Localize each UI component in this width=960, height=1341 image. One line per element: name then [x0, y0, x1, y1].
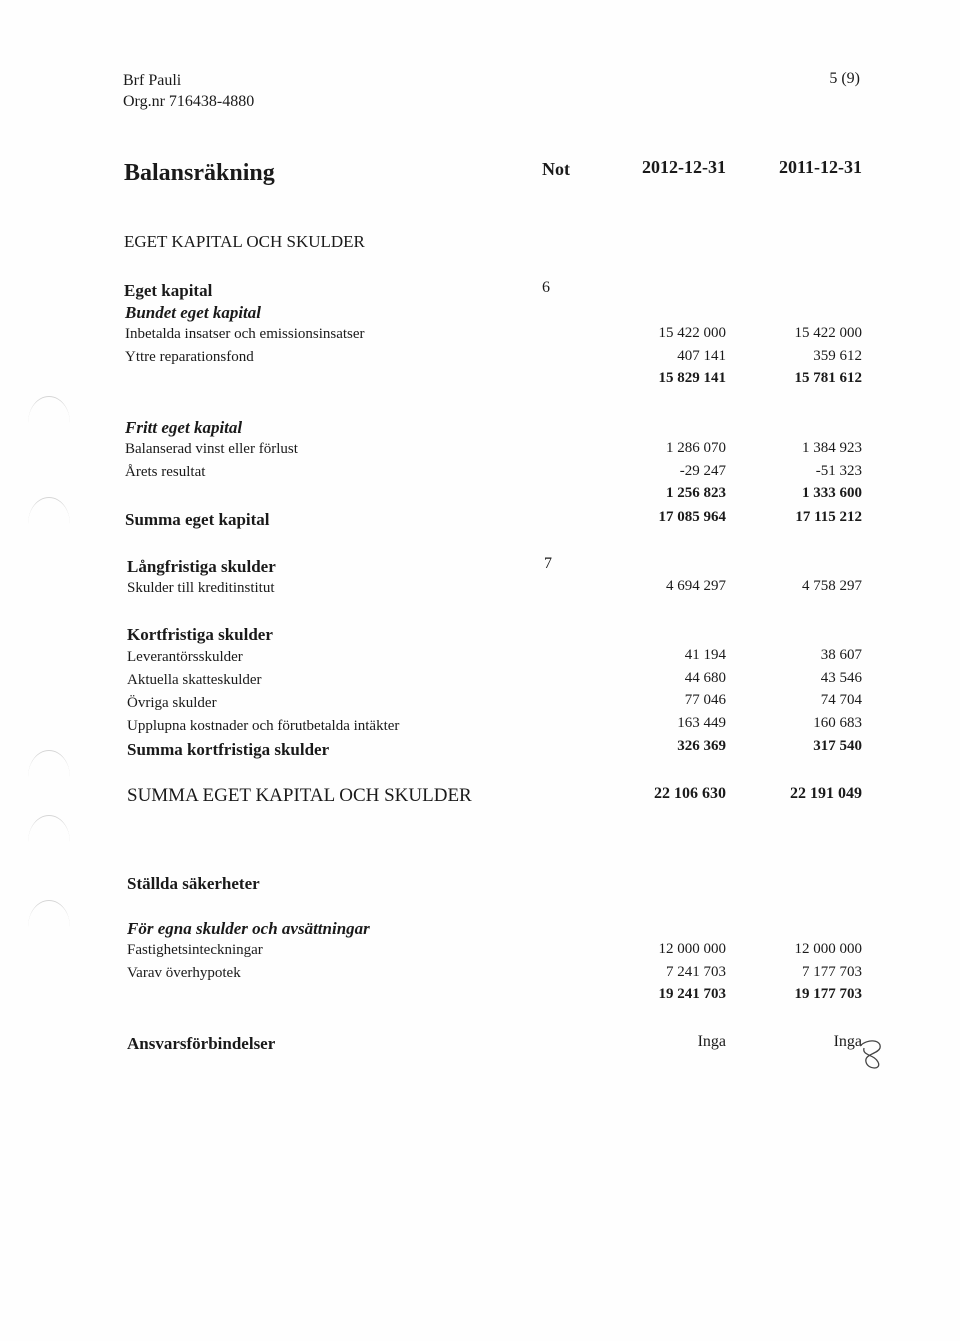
bundet-heading: Bundet eget kapital: [125, 303, 261, 322]
subtotal-2012: 19 241 703: [658, 986, 726, 1002]
row-label: Yttre reparationsfond: [125, 349, 254, 365]
subtotal-2011: 15 781 612: [794, 370, 862, 386]
row-label: Leverantörsskulder: [127, 649, 243, 665]
summa-2012: 326 369: [677, 738, 726, 754]
eget-kapital-heading: Eget kapital: [124, 281, 213, 300]
col-header-not: Not: [542, 159, 570, 179]
note-ref: 6: [542, 279, 550, 296]
col-header-2012: 2012-12-31: [642, 157, 726, 177]
value-2012: 44 680: [684, 670, 726, 686]
binder-hole: [28, 750, 70, 777]
value-2012: 12 000 000: [658, 941, 726, 957]
value-2011: 359 612: [813, 348, 862, 364]
summa-2011: 17 115 212: [795, 509, 862, 525]
ansvar-2011: Inga: [833, 1033, 862, 1050]
value-2012: 41 194: [684, 647, 726, 663]
total-label: SUMMA EGET KAPITAL OCH SKULDER: [127, 785, 472, 806]
row-label: Varav överhypotek: [127, 965, 241, 981]
value-2012: 77 046: [684, 692, 726, 708]
ansvar-label: Ansvarsförbindelser: [127, 1034, 276, 1053]
value-2012: 4 694 297: [666, 578, 726, 594]
value-2012: -29 247: [679, 463, 726, 479]
row-label: Upplupna kostnader och förutbetalda intäkter: [127, 718, 400, 734]
fritt-heading: Fritt eget kapital: [125, 418, 243, 437]
signature-mark: [856, 1036, 890, 1076]
value-2011: 160 683: [813, 715, 862, 731]
row-label: Balanserad vinst eller förlust: [125, 441, 298, 457]
ansvar-2012: Inga: [697, 1033, 726, 1050]
row-label: Fastighetsinteckningar: [127, 942, 263, 958]
total-2012: 22 106 630: [654, 785, 726, 802]
note-ref: 7: [544, 555, 552, 572]
binder-hole: [28, 900, 70, 927]
kortfristiga-heading: Kortfristiga skulder: [127, 625, 273, 644]
value-2011: 74 704: [820, 692, 862, 708]
binder-hole: [28, 815, 70, 842]
value-2011: 12 000 000: [794, 941, 862, 957]
value-2011: 1 384 923: [802, 440, 862, 456]
value-2011: 7 177 703: [802, 964, 862, 980]
subtotal-2011: 19 177 703: [794, 986, 862, 1002]
summa-2011: 317 540: [813, 738, 862, 754]
value-2011: 38 607: [820, 647, 862, 663]
total-2011: 22 191 049: [790, 785, 862, 802]
stallda-heading: Ställda säkerheter: [127, 874, 260, 893]
value-2011: 43 546: [820, 670, 862, 686]
org-number: Org.nr 716438-4880: [123, 93, 255, 110]
summa-2012: 17 085 964: [658, 509, 726, 525]
value-2012: 163 449: [677, 715, 726, 731]
page-title: Balansräkning: [124, 160, 275, 186]
value-2012: 7 241 703: [666, 964, 726, 980]
page-number: 5 (9): [829, 70, 860, 87]
row-label: Aktuella skatteskulder: [127, 672, 262, 688]
value-2012: 1 286 070: [666, 440, 726, 456]
stallda-subheading: För egna skulder och avsättningar: [127, 919, 370, 938]
binder-hole: [28, 396, 70, 423]
value-2011: -51 323: [815, 463, 862, 479]
subtotal-2012: 15 829 141: [658, 370, 726, 386]
row-label: Inbetalda insatser och emissionsinsatser: [125, 326, 365, 342]
value-2012: 407 141: [677, 348, 726, 364]
summa-eget-kapital-label: Summa eget kapital: [125, 510, 270, 529]
summa-kortfristiga-label: Summa kortfristiga skulder: [127, 740, 330, 759]
org-name: Brf Pauli: [123, 72, 182, 89]
langfristiga-heading: Långfristiga skulder: [127, 557, 276, 576]
section-title: EGET KAPITAL OCH SKULDER: [124, 232, 365, 251]
value-2011: 4 758 297: [802, 578, 862, 594]
row-label: Årets resultat: [125, 464, 206, 480]
col-header-2011: 2011-12-31: [779, 157, 862, 177]
value-2011: 15 422 000: [794, 325, 862, 341]
row-label: Skulder till kreditinstitut: [127, 580, 275, 596]
subtotal-2011: 1 333 600: [802, 485, 862, 501]
binder-hole: [28, 497, 70, 524]
subtotal-2012: 1 256 823: [666, 485, 726, 501]
row-label: Övriga skulder: [127, 695, 217, 711]
value-2012: 15 422 000: [658, 325, 726, 341]
